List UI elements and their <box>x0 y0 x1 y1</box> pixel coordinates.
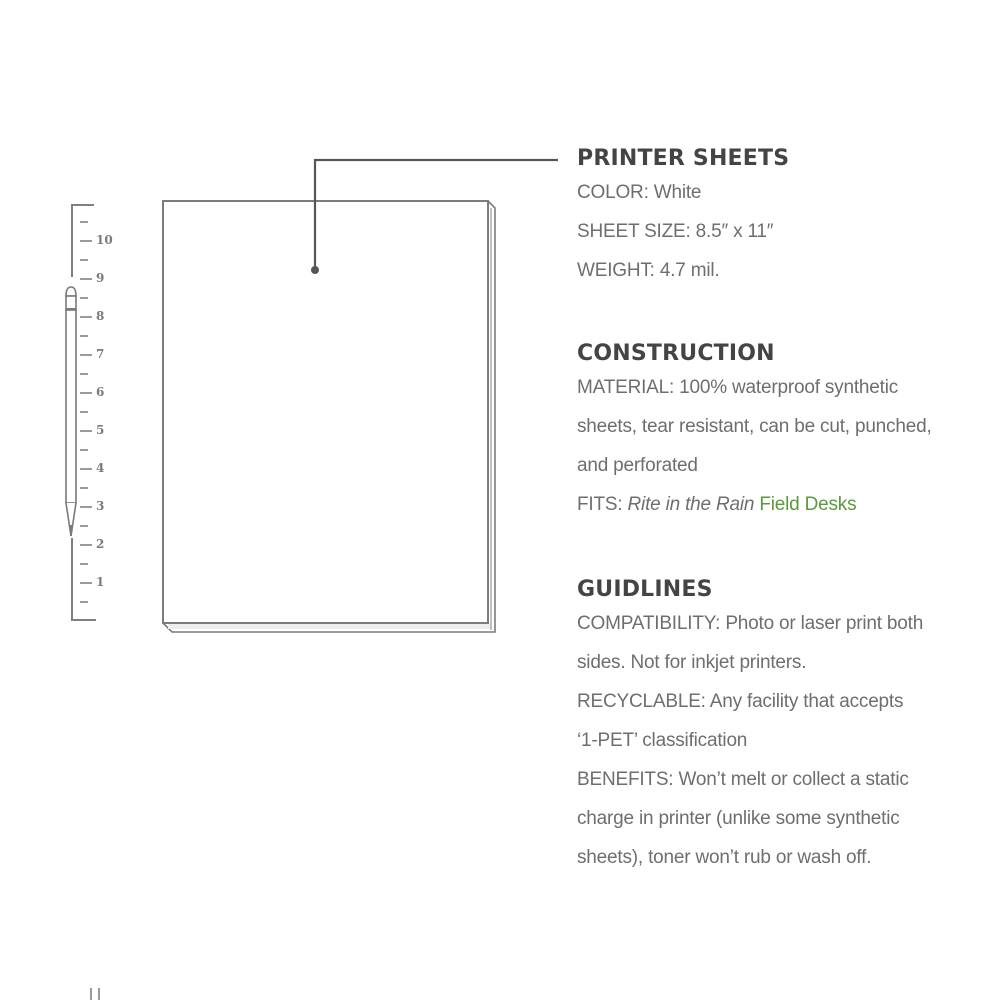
sheet-size-spec: SHEET SIZE: 8.5″ x 11″ <box>577 221 774 242</box>
benefits-line-3: sheets), toner won’t rub or wash off. <box>577 847 872 868</box>
weight-spec: WEIGHT: 4.7 mil. <box>577 260 720 281</box>
printer-sheets-title: PRINTER SHEETS <box>577 146 790 171</box>
page-edge-marks <box>91 988 99 1000</box>
ruler-label-2: 2 <box>96 537 105 551</box>
ruler-label-1: 1 <box>96 575 105 589</box>
material-spec-line-2: sheets, tear resistant, can be cut, punched, <box>577 416 932 437</box>
construction-section <box>577 340 932 524</box>
construction-title: CONSTRUCTION <box>577 341 775 366</box>
color-spec: COLOR: White <box>577 182 702 203</box>
pencil-icon <box>66 287 76 536</box>
benefits-line-1: BENEFITS: Won’t melt or collect a static <box>577 769 909 790</box>
guidelines-title: GUIDLINES <box>577 577 713 602</box>
ruler-label-8: 8 <box>96 309 105 323</box>
ruler-label-7: 7 <box>96 347 105 361</box>
ruler-label-10: 10 <box>96 233 113 247</box>
printer-sheet-stack <box>163 201 495 632</box>
fits-spec <box>577 485 932 524</box>
compatibility-line-2: sides. Not for inkjet printers. <box>577 652 807 673</box>
fits-brand: Rite in the Rain <box>627 494 755 515</box>
recyclable-line-1: RECYCLABLE: Any facility that accepts <box>577 691 904 712</box>
ruler-label-6: 6 <box>96 385 105 399</box>
compatibility-line-1: COMPATIBILITY: Photo or laser print both <box>577 613 924 634</box>
ruler-label-5: 5 <box>96 423 105 437</box>
benefits-line-2: charge in printer (unlike some synthetic <box>577 808 900 829</box>
field-desks-link[interactable]: Field Desks <box>759 494 857 515</box>
material-spec-line-1: MATERIAL: 100% waterproof synthetic <box>577 377 899 398</box>
material-spec-line-3: and perforated <box>577 455 698 476</box>
recyclable-line-2: ‘1-PET’ classification <box>577 730 748 751</box>
fits-label: FITS: <box>577 494 628 515</box>
ruler-label-3: 3 <box>96 499 105 513</box>
guidelines-section <box>577 576 923 877</box>
printer-sheets-section <box>577 145 789 290</box>
ruler-label-9: 9 <box>96 271 105 285</box>
ruler-label-4: 4 <box>96 461 105 475</box>
